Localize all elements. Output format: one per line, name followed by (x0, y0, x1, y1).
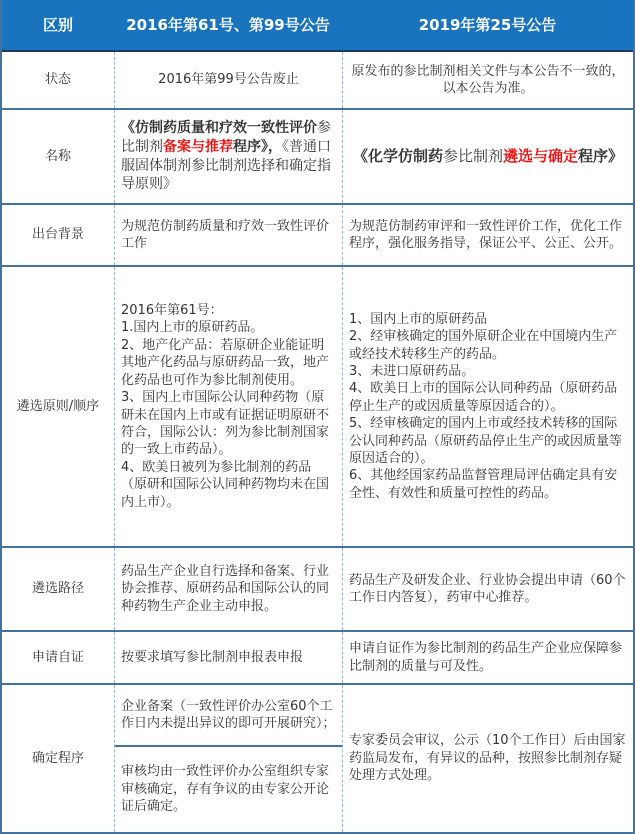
row-selection-path (2, 548, 633, 632)
header-cell-difference: 区别 (42, 15, 73, 34)
principles-2019-line: 2、经审核确定的国外原研企业在中国境内生产或经技术转移生产的药品。 (349, 329, 618, 362)
principles-2016-line: 2016年第61号： (121, 303, 223, 319)
background-2016-cell: 为规范仿制药质量和疗效一致性评价工作 (114, 205, 342, 265)
name-2016-seg-regular2: 《普通口服固体制剂参比制剂选择和确定指导原则》 (121, 138, 331, 193)
table-header-row (2, 0, 633, 52)
principles-2019-line: 3、未进口原研药品。 (349, 363, 475, 379)
row-selection-principles-label: 遴选原则/顺序 (16, 398, 100, 414)
principles-2016-line: 3、国内上市国际公认同种药物（原研未在国内上市或有证据证明原研不符合，国际公认：列为参比制剂国家的一致上市药品）。 (121, 390, 330, 458)
name-2019-text (353, 146, 623, 166)
status-2016-cell: 2016年第99号公告废止 (114, 52, 342, 108)
row-status-label: 状态 (44, 72, 71, 88)
principles-2019-line: 4、欧美日上市的国际公认同种药品（原研药品停止生产的或因质量等原因适合的）。 (349, 381, 618, 414)
row-status (2, 52, 633, 110)
row-selection-path-label: 遴选路径 (31, 581, 84, 597)
row-background (2, 205, 633, 267)
principles-2016-line: 1.国内上市的原研药品。 (121, 320, 264, 336)
name-2019-seg-bold2: 程序》 (578, 147, 624, 166)
procedure-2019-cell: 专家委员会审议，公示（10个工作日）后由国家药监局发布，有异议的品种，按照参比制剂存疑处理方式处理。 (342, 685, 633, 832)
procedure-2016-subcell-filing: 企业备案（一致性评价办公室60个工作日内未提出异议的即可开展研究）； (115, 685, 342, 747)
row-background-label: 出台背景 (31, 227, 84, 243)
background-2019-cell: 为规范仿制药审评和一致性评价工作，优化工作程序，强化服务指导，保证公平、公正、公开。 (342, 205, 633, 265)
procedure-2016-cell (114, 685, 342, 832)
status-2019-cell: 原发布的参比制剂相关文件与本公告不一致的，以本公告为准。 (342, 52, 633, 108)
row-selection-principles (2, 267, 633, 548)
procedure-2016-subcell-review: 审核均由一致性评价办公室组织专家审核确定，存有争议的由专家公开论证后确定。 (121, 764, 330, 815)
path-2019-cell: 药品生产及研发企业、行业协会提出申请（60个工作日内答复），药审中心推荐。 (342, 548, 633, 630)
header-cell-2016-announcements: 2016年第61号、第99号公告 (126, 15, 330, 34)
selfcert-2016-cell: 按要求填写参比制剂申报表申报 (114, 632, 342, 683)
row-name (2, 110, 633, 205)
principles-2016-cell (114, 267, 342, 546)
name-2016-seg-regular1: 参比制剂 (121, 120, 331, 155)
row-self-certification (2, 632, 633, 685)
name-2016-text (121, 119, 336, 194)
row-determination-procedure (2, 685, 633, 832)
name-2019-seg-bold1: 《化学仿制药 (352, 147, 443, 166)
principles-2016-line: 4、欧美日被列为参比制剂的药品（原研和国际公认同种药物均未在国内上市）。 (121, 459, 330, 510)
principles-2019-line: 1、国内上市的原研药品 (349, 311, 488, 327)
row-name-label: 名称 (44, 148, 71, 164)
name-2019-cell (342, 110, 633, 203)
name-2019-seg-regular1: 参比制剂 (442, 147, 503, 166)
row-self-certification-label: 申请自证 (31, 649, 84, 665)
principles-2019-line: 5、经审核确定的国内上市或经技术转移的国际公认同种药品（原研药品停止生产的或因质量等原因适合的）。 (349, 416, 623, 467)
principles-2019-line: 6、其他经国家药品监督管理局评估确定具有安全性、有效性和质量可控性的药品。 (349, 468, 618, 501)
name-2016-seg-bold2: 程序》， (233, 138, 282, 155)
row-determination-procedure-label: 确定程序 (31, 750, 84, 766)
header-cell-2019-announcement: 2019年第25号公告 (418, 15, 557, 34)
path-2016-cell: 药品生产企业自行选择和备案、行业协会推荐、原研药品和国际公认的同种药物生产企业主动申报。 (114, 548, 342, 630)
name-2016-cell (114, 110, 342, 203)
selfcert-2019-cell: 申请自证作为参比制剂的药品生产企业应保障参比制剂的质量与可及性。 (342, 632, 633, 683)
principles-2019-cell (342, 267, 633, 546)
name-2016-seg-bold1: 《仿制药质量和疗效一致性评价 (121, 120, 317, 136)
name-2019-seg-red: 遴选与确定 (503, 147, 579, 166)
principles-2016-line: 2、地产化产品：若原研企业能证明其地产化药品与原研药品一致，地产化药品也可作为参比制剂使用。 (121, 337, 330, 388)
name-2016-seg-red: 备案与推荐 (163, 138, 233, 155)
